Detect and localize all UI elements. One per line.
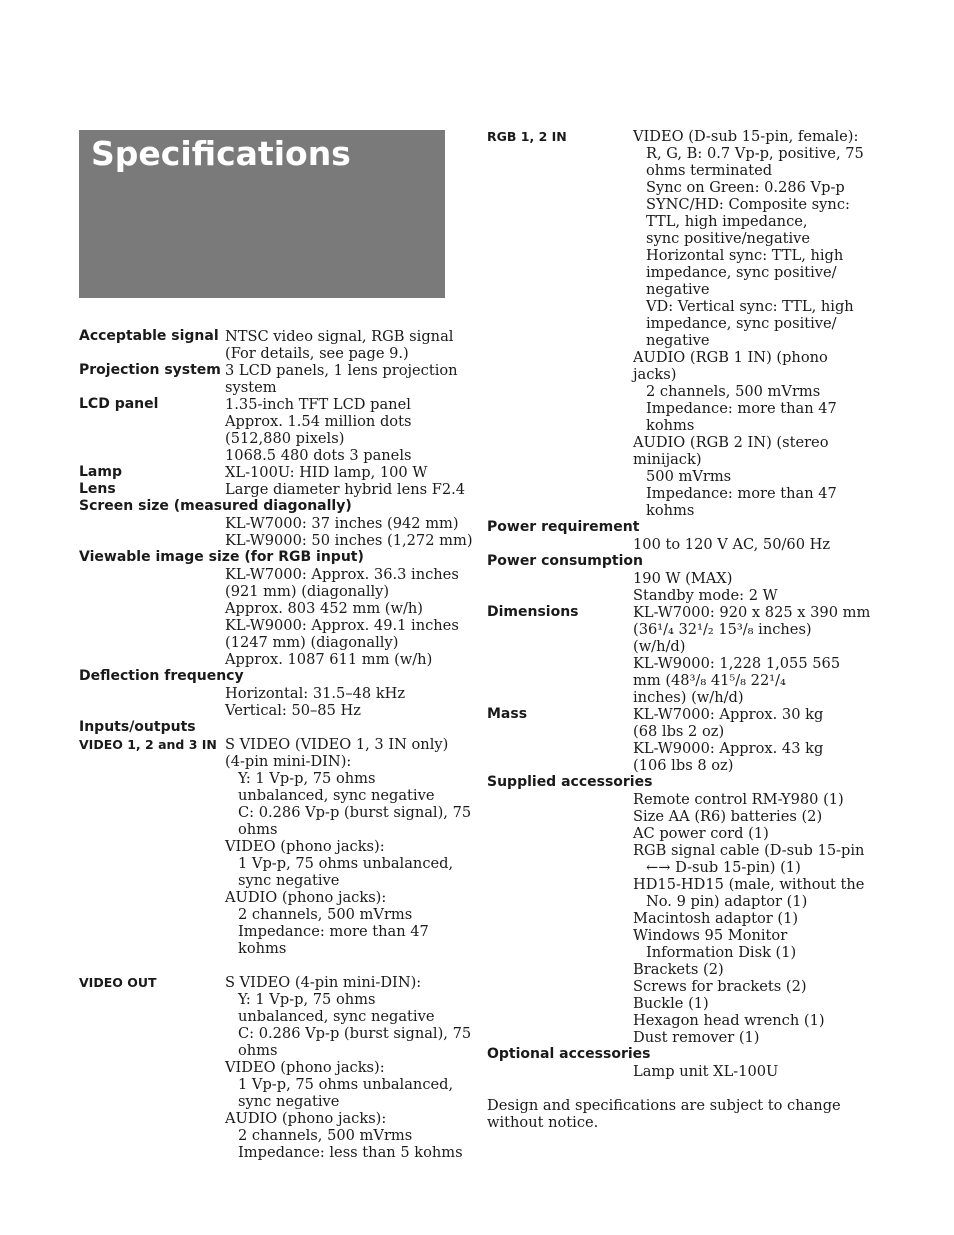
- spec-value-line: Hexagon head wrench (1): [633, 1012, 825, 1029]
- spec-value: [633, 706, 867, 774]
- spec-value: [225, 685, 449, 719]
- spec-value: [225, 736, 472, 957]
- footnote-line: Design and specifications are subject to change: [487, 1097, 841, 1114]
- spec-heading: Power requirement: [487, 519, 640, 535]
- spec-value-line: VD: Vertical sync: TTL, high: [646, 298, 854, 315]
- spec-value-line: S VIDEO (4-pin mini-DIN):: [225, 974, 422, 991]
- spec-value-line: Impedance: more than 47: [646, 485, 837, 502]
- spec-value-line: Lamp unit XL-100U: [633, 1063, 779, 1080]
- spec-label: LCD panel: [79, 396, 159, 412]
- spec-entry-projection-system: [79, 362, 458, 396]
- spec-value-line: negative: [646, 332, 710, 349]
- spec-value: [633, 128, 867, 519]
- spec-value-line: impedance, sync positive/: [646, 315, 837, 332]
- spec-value-line: kohms: [238, 940, 287, 957]
- spec-value-line: NTSC video signal, RGB signal: [225, 328, 454, 345]
- spec-value-line: XL-100U: HID lamp, 100 W: [225, 464, 428, 481]
- spec-value: [225, 396, 449, 464]
- spec-value-line: (921 mm) (diagonally): [225, 583, 390, 600]
- spec-value-line: Vertical: 50–85 Hz: [225, 702, 361, 719]
- spec-value-line: Y: 1 Vp-p, 75 ohms: [238, 991, 376, 1008]
- spec-value: [225, 328, 454, 362]
- spec-value-line: AUDIO (phono jacks):: [225, 1110, 387, 1127]
- spec-entry-acceptable-signal: [79, 328, 454, 362]
- spec-value-line: (w/h/d): [633, 638, 686, 655]
- spec-value-line: KL-W7000: 37 inches (942 mm): [225, 515, 459, 532]
- spec-value-line: 1.35-inch TFT LCD panel: [225, 396, 411, 413]
- spec-value-line: (36¹/₄ 32¹/₂ 15³/₈ inches): [633, 621, 812, 638]
- spec-column-left: [79, 328, 473, 1161]
- spec-entry-rgb-1-2-in: [487, 128, 867, 519]
- footnote: [487, 1097, 867, 1131]
- spec-label: VIDEO 1, 2 and 3 IN: [79, 737, 217, 752]
- spec-value-line: 1 Vp-p, 75 ohms unbalanced,: [238, 1076, 454, 1093]
- spec-value-line: KL-W9000: 50 inches (1,272 mm): [225, 532, 473, 549]
- spec-value-line: 1 Vp-p, 75 ohms unbalanced,: [238, 855, 454, 872]
- spec-value-line: KL-W7000: 920 x 825 x 390 mm: [633, 604, 871, 621]
- spec-value-line: AUDIO (RGB 1 IN) (phono: [633, 349, 828, 366]
- spec-entry-video-out: [79, 974, 472, 1161]
- spec-value-line: impedance, sync positive/: [646, 264, 837, 281]
- spec-value: [225, 515, 473, 549]
- spec-value: [225, 481, 466, 498]
- spec-value-line: 100 to 120 V AC, 50/60 Hz: [633, 536, 831, 553]
- spec-value-line: 2 channels, 500 mVrms: [238, 906, 413, 923]
- spec-value-line: (68 lbs 2 oz): [633, 723, 725, 740]
- spec-entry-mass: [487, 706, 867, 774]
- spec-value-line: AC power cord (1): [633, 825, 769, 842]
- spec-value-line: 3 LCD panels, 1 lens projection: [225, 362, 458, 379]
- spec-value-line: system: [225, 379, 277, 396]
- spec-value-line: kohms: [646, 417, 695, 434]
- spec-entry-dimensions: [487, 604, 871, 706]
- spec-value: [633, 570, 867, 604]
- spec-value-line: Sync on Green: 0.286 Vp-p: [646, 179, 845, 196]
- spec-value-line: (512,880 pixels): [225, 430, 345, 447]
- spec-value-line: C: 0.286 Vp-p (burst signal), 75: [238, 804, 472, 821]
- spec-entry-viewable-image-size-for-rgb-input: [79, 549, 459, 668]
- spec-value-line: Size AA (R6) batteries (2): [633, 808, 823, 825]
- spec-value-line: Impedance: less than 5 kohms: [238, 1144, 463, 1161]
- spec-value-line: Buckle (1): [633, 995, 709, 1012]
- spec-entry-power-requirement: [487, 519, 867, 553]
- spec-heading: Optional accessories: [487, 1046, 651, 1062]
- spec-value-line: Y: 1 Vp-p, 75 ohms: [238, 770, 376, 787]
- spec-value-line: No. 9 pin) adaptor (1): [646, 893, 808, 910]
- spec-value-line: Horizontal: 31.5–48 kHz: [225, 685, 406, 702]
- spec-value: [633, 604, 871, 706]
- spec-value-line: KL-W9000: Approx. 49.1 inches: [225, 617, 459, 634]
- spec-label: VIDEO OUT: [79, 975, 157, 990]
- spec-value-line: Dust remover (1): [633, 1029, 760, 1046]
- spec-value-line: 190 W (MAX): [633, 570, 733, 587]
- spec-value-line: Approx. 1.54 million dots: [225, 413, 412, 430]
- spec-value: [225, 362, 458, 396]
- spec-value-line: (For details, see page 9.): [225, 345, 409, 362]
- spec-value-line: Impedance: more than 47: [238, 923, 429, 940]
- spec-value-line: jacks): [633, 366, 677, 383]
- spec-value-line: (106 lbs 8 oz): [633, 757, 734, 774]
- spec-value-line: sync negative: [238, 1093, 340, 1110]
- spec-value-line: Windows 95 Monitor: [633, 927, 788, 944]
- spec-value-line: RGB signal cable (D-sub 15-pin: [633, 842, 865, 859]
- spec-value: [633, 791, 867, 1046]
- spec-value-line: (4-pin mini-DIN):: [225, 753, 352, 770]
- spec-value-line: R, G, B: 0.7 Vp-p, positive, 75: [646, 145, 864, 162]
- spec-value-line: KL-W9000: 1,228 1,055 565: [633, 655, 841, 672]
- spec-value-line: C: 0.286 Vp-p (burst signal), 75: [238, 1025, 472, 1042]
- spec-value-line: KL-W7000: Approx. 30 kg: [633, 706, 824, 723]
- spec-value-line: kohms: [646, 502, 695, 519]
- spec-column-right: [487, 128, 871, 1131]
- spec-entry-lens: [79, 481, 466, 498]
- spec-entry-screen-size-measured-diagonally: [79, 498, 473, 549]
- spec-entry-lcd-panel: [79, 396, 449, 464]
- spec-value-line: HD15-HD15 (male, without the: [633, 876, 865, 893]
- spec-value-line: KL-W9000: Approx. 43 kg: [633, 740, 824, 757]
- spec-value-line: ←→ D-sub 15-pin) (1): [646, 859, 801, 876]
- spec-value: [225, 464, 449, 481]
- spec-value-line: minijack): [633, 451, 702, 468]
- spec-value-line: AUDIO (RGB 2 IN) (stereo: [633, 434, 829, 451]
- spec-value-line: TTL, high impedance,: [646, 213, 808, 230]
- spec-label: Acceptable signal: [79, 328, 219, 344]
- spec-entry-video-1-2-and-3-in: [79, 736, 472, 974]
- spec-value: [633, 1063, 867, 1080]
- spec-value-line: Approx. 1087 611 mm (w/h): [225, 651, 433, 668]
- spec-value-line: 1068.5 480 dots 3 panels: [225, 447, 412, 464]
- spec-value: [633, 536, 867, 553]
- spec-value-line: Standby mode: 2 W: [633, 587, 778, 604]
- spec-value-line: ohms: [238, 1042, 278, 1059]
- spec-value-line: ohms terminated: [646, 162, 773, 179]
- spec-entry-optional-accessories: [487, 1046, 867, 1080]
- footnote-line: without notice.: [487, 1114, 599, 1131]
- spec-value-line: sync positive/negative: [646, 230, 811, 247]
- spec-heading: Screen size (measured diagonally): [79, 498, 352, 514]
- spec-label: RGB 1, 2 IN: [487, 129, 567, 144]
- spec-value-line: Horizontal sync: TTL, high: [646, 247, 844, 264]
- spec-value-line: SYNC/HD: Composite sync:: [646, 196, 850, 213]
- spec-heading: Supplied accessories: [487, 774, 653, 790]
- spec-value-line: VIDEO (phono jacks):: [225, 838, 385, 855]
- spec-label: Mass: [487, 706, 528, 722]
- spec-value-line: unbalanced, sync negative: [238, 1008, 435, 1025]
- spec-value-line: Large diameter hybrid lens F2.4: [225, 481, 466, 498]
- spec-label: Lens: [79, 481, 116, 497]
- spec-label: Dimensions: [487, 604, 579, 620]
- spec-value-line: 2 channels, 500 mVrms: [646, 383, 821, 400]
- spec-value-line: Screws for brackets (2): [633, 978, 807, 995]
- title-banner: [79, 130, 445, 298]
- spec-value-line: (1247 mm) (diagonally): [225, 634, 399, 651]
- spec-value-line: 2 channels, 500 mVrms: [238, 1127, 413, 1144]
- spec-entry-power-consumption: [487, 553, 867, 604]
- spec-value-line: Brackets (2): [633, 961, 724, 978]
- spec-value-line: Information Disk (1): [646, 944, 797, 961]
- spec-value-line: Impedance: more than 47: [646, 400, 837, 417]
- spec-value-line: 500 mVrms: [646, 468, 732, 485]
- spec-value-line: unbalanced, sync negative: [238, 787, 435, 804]
- spec-value: [225, 566, 459, 668]
- spec-heading: Deflection frequency: [79, 668, 244, 684]
- spec-value-line: Macintosh adaptor (1): [633, 910, 799, 927]
- spec-entry-lamp: [79, 464, 449, 481]
- spec-value-line: KL-W7000: Approx. 36.3 inches: [225, 566, 459, 583]
- spec-label: Lamp: [79, 464, 122, 480]
- spec-heading: Viewable image size (for RGB input): [79, 549, 364, 565]
- spec-entry-inputs-outputs: [79, 719, 449, 736]
- spec-entry-supplied-accessories: [487, 774, 867, 1046]
- spec-value-line: inches) (w/h/d): [633, 689, 744, 706]
- spec-value-line: mm (48³/₈ 41⁵/₈ 22¹/₄: [633, 672, 786, 689]
- spec-value-line: ohms: [238, 821, 278, 838]
- spec-list-right: [487, 128, 871, 1080]
- spec-value: [225, 974, 472, 1161]
- spec-heading: Power consumption: [487, 553, 643, 569]
- page-title: Specifications: [91, 134, 351, 173]
- spec-value-line: VIDEO (D-sub 15-pin, female):: [633, 128, 859, 145]
- spec-value-line: S VIDEO (VIDEO 1, 3 IN only): [225, 736, 449, 753]
- spec-label: Projection system: [79, 362, 221, 378]
- spec-entry-deflection-frequency: [79, 668, 449, 719]
- spec-value-line: Approx. 803 452 mm (w/h): [225, 600, 423, 617]
- spec-heading: Inputs/outputs: [79, 719, 196, 735]
- spec-value-line: sync negative: [238, 872, 340, 889]
- spec-value-line: VIDEO (phono jacks):: [225, 1059, 385, 1076]
- spec-value-line: negative: [646, 281, 710, 298]
- spec-value-line: Remote control RM-Y980 (1): [633, 791, 844, 808]
- spec-value-line: AUDIO (phono jacks):: [225, 889, 387, 906]
